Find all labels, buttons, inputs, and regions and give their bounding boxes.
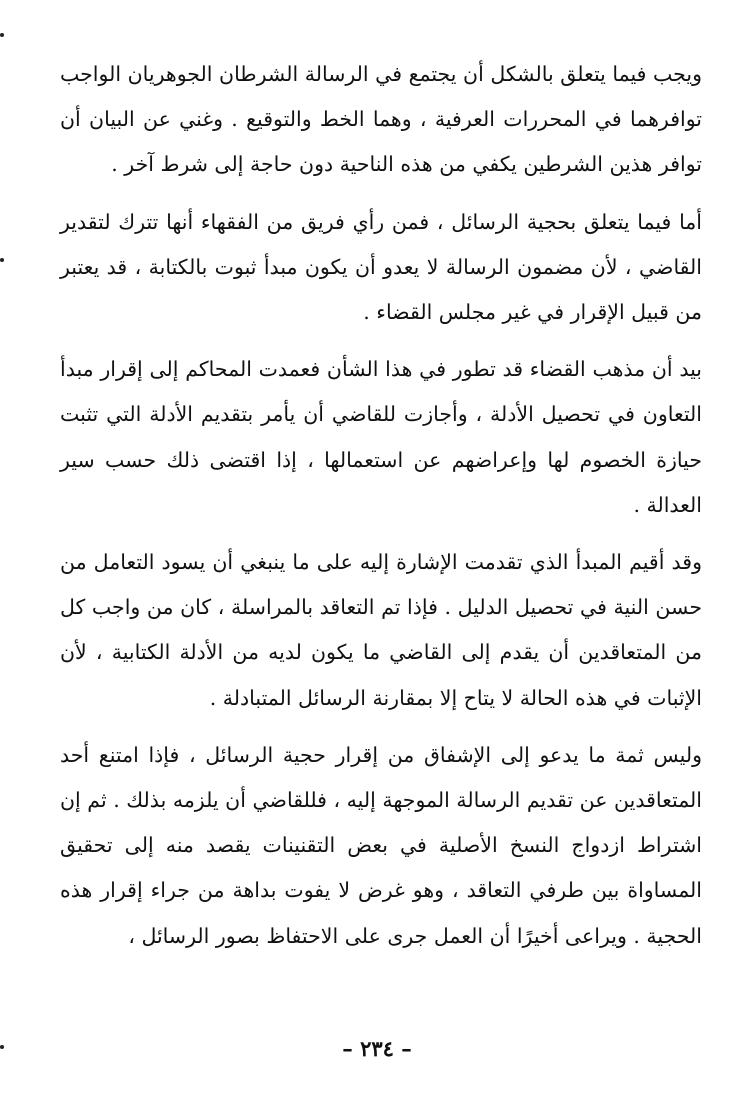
paragraph-1: ويجب فيما يتعلق بالشكل أن يجتمع في الرسالة الشرطان الجوهريان الواجب توافرهما في المحررات العرفية ، وهما الخط والتوقيع . وغني عن البيان أن توافر هذين الشرطين يكفي من هذه الناحية دون حاجة إلى شرط آخر . bbox=[60, 62, 702, 177]
paragraph-3: بيد أن مذهب القضاء قد تطور في هذا الشأن فعمدت المحاكم إلى إقرار مبدأ التعاون في تحصيل الأدلة ، وأجازت للقاضي أن يأمر بتقديم الأدلة التي تثبت حيازة الخصوم لها وإعراضهم عن استعمالها ، إذا اقتضى ذلك حسب سير العدالة . bbox=[60, 357, 702, 517]
paragraph-2: أما فيما يتعلق بحجية الرسائل ، فمن رأي فريق من الفقهاء أنها تترك لتقدير القاضي ، لأن مضمون الرسالة لا يعدو أن يكون مبدأ ثبوت بالكتابة ، قد يعتبر من قبيل الإقرار في غير مجلس القضاء . bbox=[60, 209, 702, 325]
paragraph-4: وقد أقيم المبدأ الذي تقدمت الإشارة إليه على ما ينبغي أن يسود التعامل من حسن النية في تحصيل الدليل . فإذا تم التعاقد بالمراسلة ، كان من واجب كل من المتعاقدين أن يقدم إلى القاضي ما يكون لديه من الأدلة الكتابية ، لأن الإثبات في هذه الحالة لا يتاح إلا بمقارنة الرسائل المتبادلة . bbox=[60, 550, 702, 710]
scan-mark-top bbox=[0, 33, 4, 37]
page-number: – ٢٣٤ – bbox=[342, 1036, 412, 1061]
scan-mark-middle bbox=[0, 258, 4, 262]
paragraph-5: وليس ثمة ما يدعو إلى الإشفاق من إقرار حجية الرسائل ، فإذا امتنع أحد المتعاقدين عن تقديم الرسالة الموجهة إليه ، فللقاضي أن يلزمه بذلك . ثم إن اشتراط ازدواج النسخ الأصلية في بعض التقنينات يقصد منه إلى تحقيق المساواة بين طرفي التعاقد ، وهو غرض لا يفوت بداهة من جراء إقرار هذه الحجية . ويراعى أخيرًا أن العمل جرى على الاحتفاظ بصور الرسائل ، bbox=[60, 742, 703, 948]
scan-mark-bottom bbox=[0, 1045, 4, 1049]
page-body bbox=[60, 52, 702, 971]
